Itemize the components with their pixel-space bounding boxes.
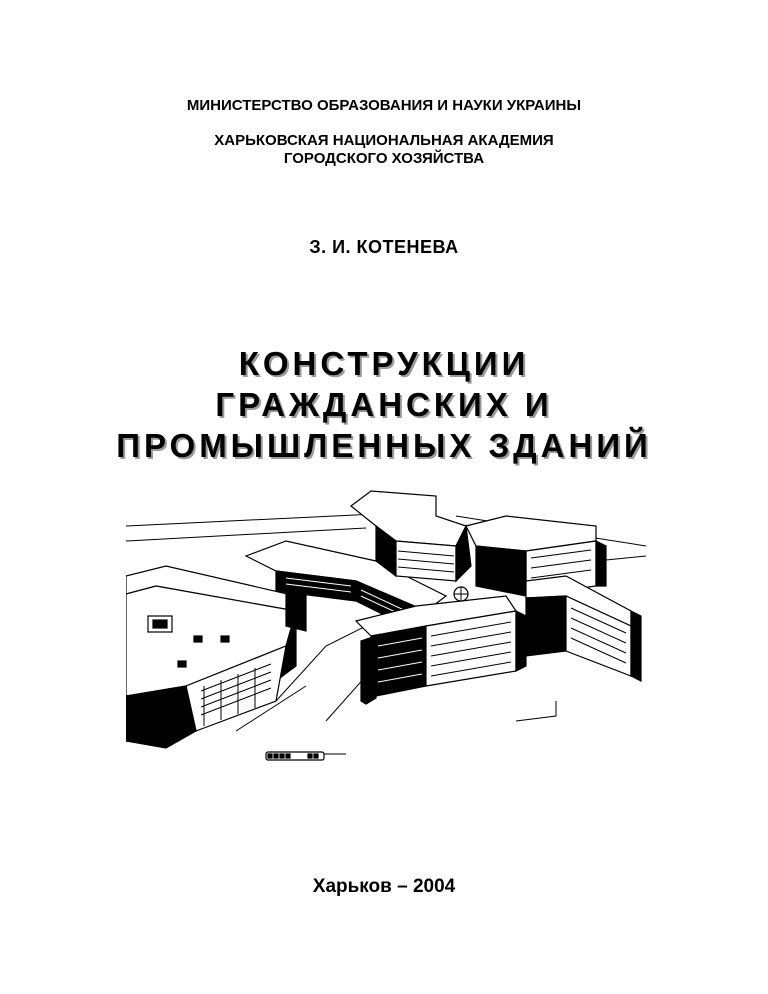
left-building — [126, 566, 296, 748]
title-line-2: ГРАЖДАНСКИХ И — [215, 386, 553, 423]
city-year: Харьков – 2004 — [312, 876, 456, 897]
building-complex-illustration — [126, 486, 646, 762]
title-line-1: КОНСТРУКЦИИ — [238, 345, 530, 382]
academy-line-1: ХАРЬКОВСКАЯ НАЦИОНАЛЬНАЯ АКАДЕМИЯ — [214, 132, 554, 149]
academy-heading — [0, 132, 768, 168]
book-title — [0, 343, 768, 466]
title-line-3: ПРОМЫШЛЕННЫХ ЗДАНИЙ — [116, 427, 652, 464]
ministry-heading: МИНИСТЕРСТВО ОБРАЗОВАНИЯ И НАУКИ УКРАИНЫ — [186, 97, 582, 114]
academy-line-2: ГОРОДСКОГО ХОЗЯЙСТВА — [283, 150, 485, 167]
author-name: З. И. КОТЕНЕВА — [309, 237, 459, 257]
right-lower-wing — [526, 576, 641, 681]
scale-emblem — [266, 752, 324, 760]
